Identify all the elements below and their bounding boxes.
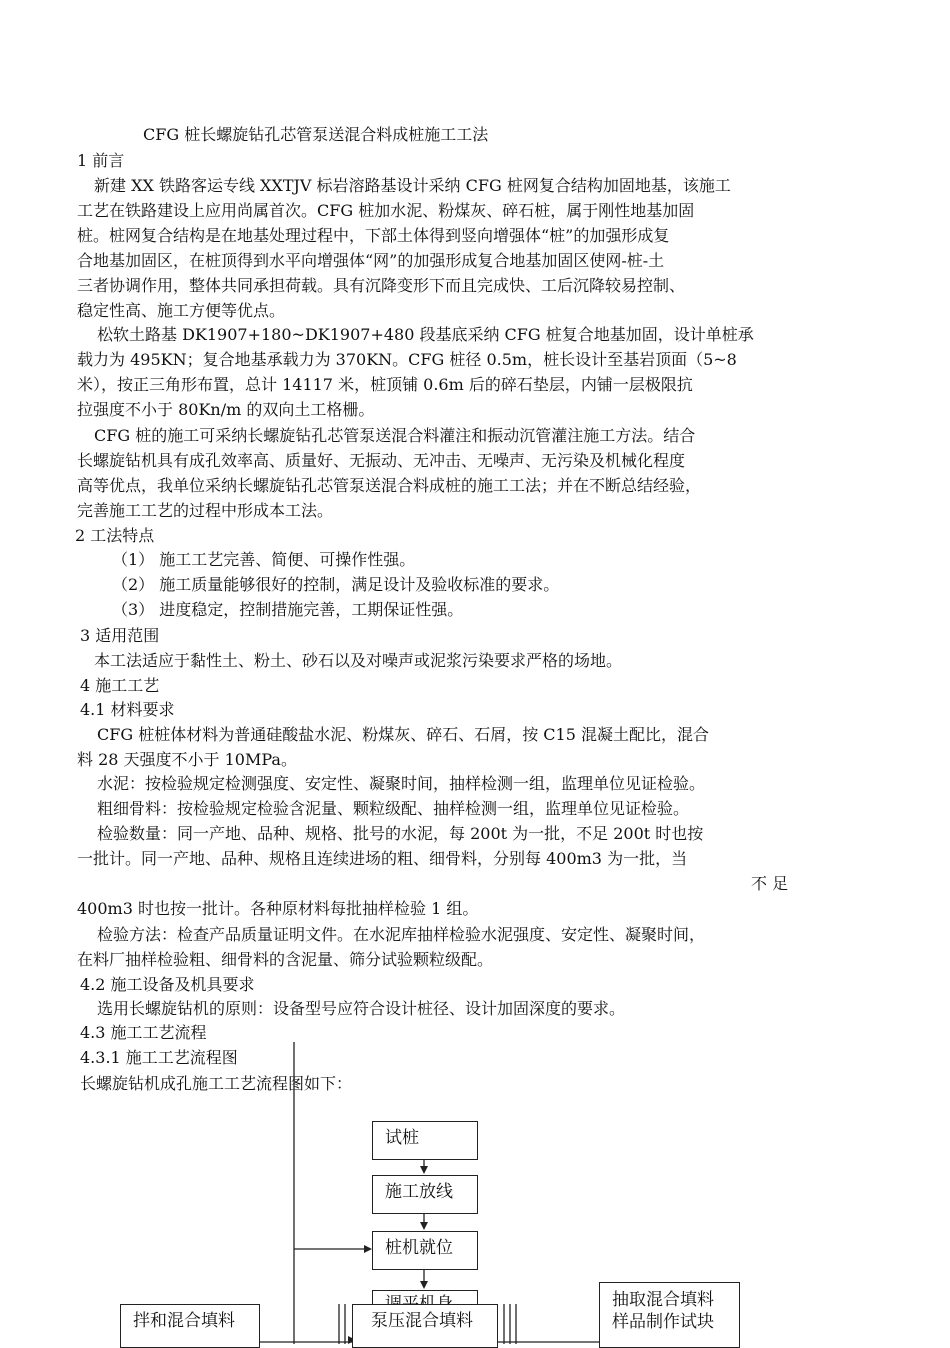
doc-line-p5b: 料 28 天强度不小于 10MPa。 bbox=[77, 750, 297, 769]
doc-line-p8d: 400m3 时也按一批计。各种原材料每批抽样检验 1 组。 bbox=[77, 899, 479, 918]
doc-line-h42: 4.2 施工设备及机具要求 bbox=[80, 975, 255, 994]
doc-line-p4: 本工法适应于黏性土、粉土、砂石以及对噪声或泥浆污染要求严格的场地。 bbox=[94, 651, 623, 670]
doc-line-p8b: 一批计。同一产地、品种、规格且连续进场的粗、细骨料，分别每 400m3 为一批，当 bbox=[77, 849, 688, 868]
doc-line-l1: （1） 施工工艺完善、简便、可操作性强。 bbox=[112, 550, 416, 569]
doc-line-h431: 4.3.1 施工工艺流程图 bbox=[80, 1048, 238, 1067]
flow-box-pump: 泵压混合填料 bbox=[352, 1304, 498, 1348]
doc-line-p8c: 不 足 bbox=[751, 874, 789, 893]
doc-line-p3c: 高等优点，我单位采纳长螺旋钻孔芯管泵送混合料成桩的施工工法；并在不断总结经验， bbox=[77, 476, 702, 495]
doc-line-h2: 2 工法特点 bbox=[75, 526, 155, 545]
doc-line-p7: 粗细骨料：按检验规定检验含泥量、颗粒级配、抽样检测一组，监理单位见证检验。 bbox=[97, 799, 690, 818]
doc-line-p9b: 在料厂抽样检验粗、细骨料的含泥量、筛分试验颗粒级配。 bbox=[77, 950, 494, 969]
doc-line-h3: 3 适用范围 bbox=[80, 626, 160, 645]
doc-line-l3: （3） 进度稳定，控制措施完善，工期保证性强。 bbox=[112, 600, 464, 619]
flow-box-sample-line-2: 样品制作试块 bbox=[612, 1312, 714, 1332]
doc-line-h4: 4 施工工艺 bbox=[80, 676, 160, 695]
doc-line-p2b: 载力为 495KN；复合地基承载力为 370KN。CFG 桩径 0.5m，桩长设计至基岩顶面（5~8 bbox=[77, 350, 737, 369]
doc-line-p11: 长螺旋钻机成孔施工工艺流程图如下： bbox=[80, 1074, 353, 1093]
page-title: CFG 桩长螺旋钻孔芯管泵送混合料成桩施工工法 bbox=[143, 125, 489, 144]
flow-box-mix: 拌和混合填料 bbox=[120, 1304, 260, 1348]
flow-box-test-pile: 试桩 bbox=[372, 1121, 478, 1160]
doc-line-p10: 选用长螺旋钻机的原则：设备型号应符合设计桩径、设计加固深度的要求。 bbox=[97, 999, 626, 1018]
doc-line-p1e: 三者协调作用，整体共同承担荷载。具有沉降变形下而且完成快、工后沉降较易控制、 bbox=[77, 276, 686, 295]
flow-box-rig-position: 桩机就位 bbox=[372, 1231, 478, 1270]
doc-line-p3b: 长螺旋钻机具有成孔效率高、质量好、无振动、无冲击、无噪声、无污染及机械化程度 bbox=[77, 451, 686, 470]
doc-line-p1b: 工艺在铁路建设上应用尚属首次。CFG 桩加水泥、粉煤灰、碎石桩，属于刚性地基加固 bbox=[77, 201, 695, 220]
flow-box-layout: 施工放线 bbox=[372, 1175, 478, 1214]
doc-line-h41: 4.1 材料要求 bbox=[80, 700, 175, 719]
doc-line-p2a: 松软土路基 DK1907+180~DK1907+480 段基底采纳 CFG 桩复合地基加固，设计单桩承 bbox=[97, 325, 754, 344]
doc-line-p3a: CFG 桩的施工可采纳长螺旋钻孔芯管泵送混合料灌注和振动沉管灌注施工方法。结合 bbox=[94, 426, 696, 445]
doc-line-p1d: 合地基加固区，在桩顶得到水平向增强体“网”的加强形成复合地基加固区使网-桩-土 bbox=[77, 251, 665, 270]
doc-line-p2c: 米），按正三角形布置，总计 14117 米，桩顶铺 0.6m 后的碎石垫层，内铺一层极限抗 bbox=[77, 375, 693, 394]
doc-line-p1f: 稳定性高、施工方便等优点。 bbox=[77, 301, 286, 320]
doc-line-h1: 1 前言 bbox=[77, 151, 125, 170]
flow-box-sample-line-1: 抽取混合填料 bbox=[612, 1290, 714, 1310]
doc-line-p6: 水泥：按检验规定检测强度、安定性、凝聚时间，抽样检测一组，监理单位见证检验。 bbox=[97, 774, 706, 793]
doc-line-p5a: CFG 桩桩体材料为普通硅酸盐水泥、粉煤灰、碎石、石屑，按 C15 混凝土配比，混合 bbox=[97, 725, 709, 744]
doc-line-p2d: 拉强度不小于 80Kn/m 的双向土工格栅。 bbox=[77, 400, 375, 419]
doc-line-p1c: 桩。桩网复合结构是在地基处理过程中，下部土体得到竖向增强体“桩”的加强形成复 bbox=[77, 226, 670, 245]
doc-line-p8a: 检验数量：同一产地、品种、规格、批号的水泥，每 200t 为一批，不足 200t 时也按 bbox=[97, 824, 704, 843]
doc-line-h43: 4.3 施工工艺流程 bbox=[80, 1023, 207, 1042]
doc-line-p1a: 新建 XX 铁路客运专线 XXTJV 标岩溶路基设计采纳 CFG 桩网复合结构加固地基，该施工 bbox=[94, 176, 731, 195]
doc-line-p9a: 检验方法：检查产品质量证明文件。在水泥库抽样检验水泥强度、安定性、凝聚时间， bbox=[97, 925, 706, 944]
doc-line-p3d: 完善施工工艺的过程中形成本工法。 bbox=[77, 501, 334, 520]
flow-box-sample bbox=[599, 1282, 740, 1348]
doc-line-l2: （2） 施工质量能够很好的控制，满足设计及验收标准的要求。 bbox=[112, 575, 560, 594]
